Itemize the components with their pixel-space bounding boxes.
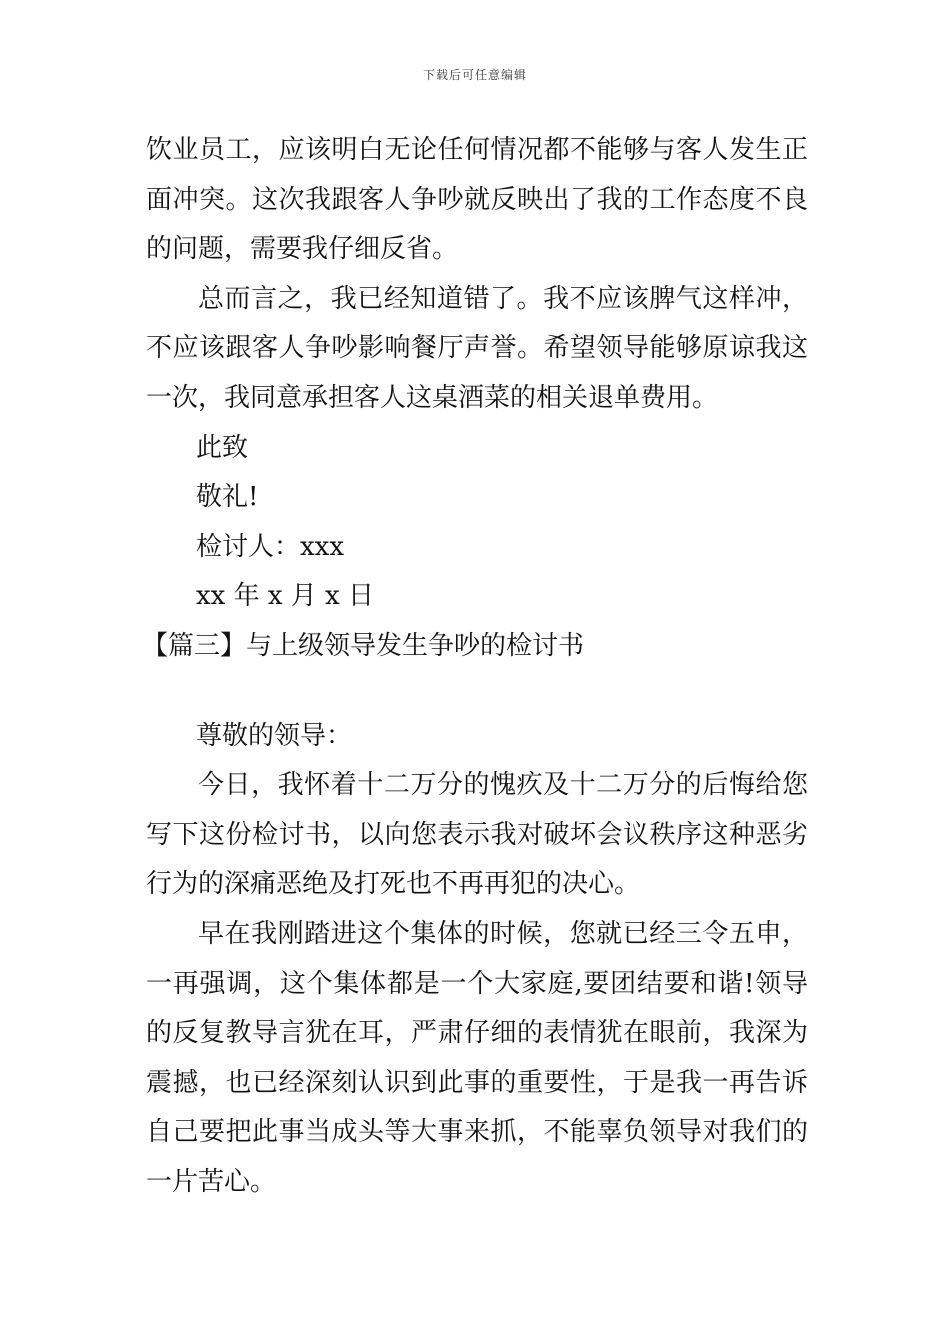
paragraph-background: 早在我刚踏进这个集体的时候，您就已经三令五申，一再强调，这个集体都是一个大家庭,要团结要和谐!领导的反复教导言犹在耳，严肃仔细的表情犹在眼前，我深为震撼，也已经深刻认识到此事的重要性，于是我一再告诉自己要把此事当成头等大事来抓，不能辜负领导对我们的一片苦心。	[146, 918, 808, 1197]
signer-line: 检讨人：xxx	[196, 531, 344, 562]
date-line: xx 年 x 月 x 日	[196, 581, 374, 612]
salutation-line: 尊敬的领导：	[196, 720, 353, 751]
closing-line-1: 此致	[196, 432, 249, 463]
page-header: 下载后可任意编辑	[422, 68, 527, 82]
document-body	[142, 126, 808, 1207]
paragraph-apology: 今日，我怀着十二万分的愧疚及十二万分的后悔给您写下这份检讨书，以向您表示我对破坏会议秩序这种恶劣行为的深痛恶绝及打死也不再再犯的决心。	[146, 770, 808, 900]
closing-line-2: 敬礼!	[196, 482, 259, 513]
blank-line	[146, 672, 808, 712]
paragraph-continued: 饮业员工，应该明白无论任何情况都不能够与客人发生正面冲突。这次我跟客人争吵就反映出了我的工作态度不良的问题，需要我仔细反省。	[146, 135, 808, 265]
section-heading: 【篇三】与上级领导发生争吵的检讨书	[142, 630, 585, 661]
paragraph-summary: 总而言之，我已经知道错了。我不应该脾气这样冲，不应该跟客人争吵影响餐厅声誉。希望领导能够原谅我这一次，我同意承担客人这桌酒菜的相关退单费用。	[146, 283, 808, 413]
